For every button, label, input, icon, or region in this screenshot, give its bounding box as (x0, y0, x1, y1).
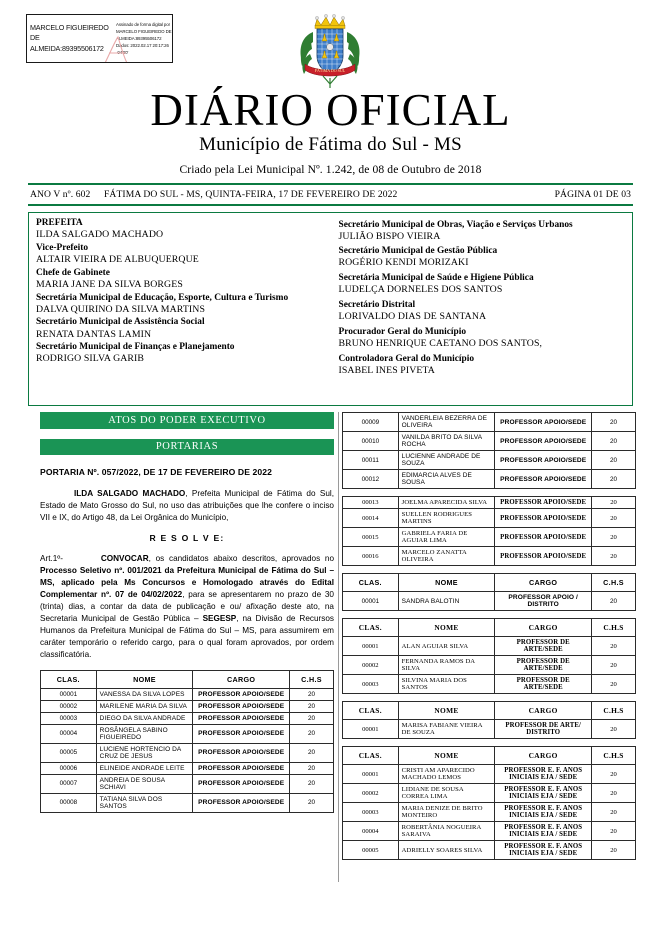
table-header-row (343, 574, 636, 592)
column-header-cargo: CARGO (495, 574, 592, 592)
article-keyword-convocar: CONVOCAR (100, 553, 149, 563)
official-role: Secretário Distrital (338, 300, 416, 311)
article-text-1: , os candidatos abaixo descritos, aprovados no (148, 553, 334, 563)
cell-cargo: PROFESSOR APOIO/SEDE (193, 743, 290, 762)
table-row (343, 656, 636, 675)
cell-cargo: PROFESSOR APOIO/SEDE (193, 724, 290, 743)
cell-chs: 20 (592, 675, 636, 694)
official-role: Controladora Geral do Município (338, 353, 475, 364)
cell-cargo: PROFESSOR DE ARTE/SEDE (495, 675, 592, 694)
cell-chs: 20 (592, 637, 636, 656)
cell-clas: 00003 (343, 803, 399, 822)
cell-clas: 00008 (41, 793, 97, 812)
cell-cargo: PROFESSOR APOIO/SEDE (193, 793, 290, 812)
cell-cargo: PROFESSOR APOIO/SEDE (495, 509, 592, 528)
table-header-row (343, 747, 636, 765)
svg-text:FÁTIMA DO SUL: FÁTIMA DO SUL (314, 68, 346, 73)
cell-chs: 20 (290, 793, 334, 812)
table-row (343, 765, 636, 784)
cell-chs: 20 (592, 765, 636, 784)
cell-chs: 20 (592, 841, 636, 860)
table-row (343, 432, 636, 451)
cell-clas: 00004 (41, 724, 97, 743)
cell-nome: VANDERLEIA BEZERRA DE OLIVEIRA (398, 413, 495, 432)
official-name: ROGÉRIO KENDI MORIZAKI (338, 257, 469, 269)
cell-clas: 00001 (343, 765, 399, 784)
portaria-resolve-label: R E S O L V E: (149, 532, 225, 543)
cell-chs: 20 (290, 774, 334, 793)
column-header-nome: NOME (398, 574, 495, 592)
cell-nome: DIEGO DA SILVA ANDRADE (96, 712, 193, 724)
coat-of-arms-icon (293, 12, 367, 90)
table-row (343, 841, 636, 860)
signature-name (27, 23, 114, 54)
cell-chs: 20 (290, 688, 334, 700)
table-apoio-sede-part2 (342, 412, 636, 489)
page-title: DIÁRIO OFICIAL (150, 85, 511, 135)
cell-cargo: PROFESSOR E. F. ANOS INICIAIS EJA / SEDE (495, 841, 592, 860)
official-name: ISABEL INES PIVETA (338, 364, 435, 376)
table-header-row (343, 619, 636, 637)
column-header-chs: C.H.S (592, 619, 636, 637)
cell-cargo: PROFESSOR DE ARTE/SEDE (495, 656, 592, 675)
article-keyword-edital: nº. 001/2021 da Prefeitura Municipal de Fátima do Sul – MS, aplicado pela Ms Concursos e Homologado através do Edital Complementar nº. 07 de 04/02/2022 (40, 565, 334, 599)
cell-chs: 20 (592, 720, 636, 739)
table-row (343, 822, 636, 841)
cell-clas: 00010 (343, 432, 399, 451)
portaria-preamble-text: , Prefeita Municipal de Fátima do Sul, Estado de Mato Grosso do Sul, no uso das atribuições que lhe confere o inciso VII e IX, do Artigo 48, da Lei Orgânica do Município, (40, 489, 334, 522)
table-apoio-distrito (342, 573, 636, 611)
masthead-subtitle: Município de Fátima do Sul - MS (199, 134, 462, 155)
official-role: Secretária Municipal de Educação, Esporte, Cultura e Turismo (36, 292, 289, 303)
official-role: Vice-Prefeito (36, 242, 89, 253)
cell-chs: 20 (592, 497, 636, 509)
cell-chs: 20 (290, 743, 334, 762)
official-role: Secretário Municipal de Gestão Pública (338, 246, 498, 257)
content-column-right (342, 412, 636, 867)
cell-clas: 00006 (41, 762, 97, 774)
cell-chs: 20 (290, 712, 334, 724)
table-ef-anos-iniciais (342, 746, 636, 860)
official-name: DALVA QUIRINO DA SILVA MARTINS (36, 303, 205, 315)
cell-nome: CRISTI AM APARECIDO MACHADO LEMOS (398, 765, 495, 784)
cell-nome: ANDREIA DE SOUSA SCHIAVI (96, 774, 193, 793)
column-header-clas: CLAS. (343, 702, 399, 720)
signature-name-line1: MARCELO FIGUEIREDO DE (30, 22, 109, 43)
table-row (343, 497, 636, 509)
table-row (41, 688, 334, 700)
official-name: RENATA DANTAS LAMIN (36, 328, 152, 340)
cell-nome: ALAN AGUIAR SILVA (398, 637, 495, 656)
cell-clas: 00001 (343, 637, 399, 656)
cell-clas: 00014 (343, 509, 399, 528)
cell-chs: 20 (592, 528, 636, 547)
cell-nome: LUCIENE HORTENCIO DA CRUZ DE JESUS (96, 743, 193, 762)
cell-cargo: PROFESSOR APOIO/SEDE (193, 774, 290, 793)
cell-nome: MARIA DENIZE DE BRITO MONTEIRO (398, 803, 495, 822)
cell-clas: 00002 (343, 656, 399, 675)
cell-clas: 00015 (343, 528, 399, 547)
cell-clas: 00005 (41, 743, 97, 762)
cell-cargo: PROFESSOR APOIO/SEDE (495, 497, 592, 509)
table-apoio-sede-part3 (342, 496, 636, 566)
cell-nome: MARISA FABIANE VIEIRA DE SOUZA (398, 720, 495, 739)
column-header-clas: CLAS. (343, 747, 399, 765)
cell-cargo: PROFESSOR APOIO/SEDE (495, 413, 592, 432)
cell-nome: EDIMARCIA ALVES DE SOUSA (398, 470, 495, 489)
portaria-heading: PORTARIA Nº. 057/2022, DE 17 DE FEVEREIRO DE 2022 (40, 467, 273, 477)
cell-cargo: PROFESSOR DE ARTE/ DISTRITO (495, 720, 592, 739)
cell-clas: 00001 (343, 720, 399, 739)
cell-cargo: PROFESSOR APOIO/SEDE (193, 688, 290, 700)
cell-chs: 20 (592, 432, 636, 451)
section-banner-portarias: PORTARIAS (40, 439, 334, 456)
content-column-left (40, 412, 334, 820)
cell-nome: TATIANA SILVA DOS SANTOS (96, 793, 193, 812)
edition-bar (28, 183, 633, 206)
cell-clas: 00009 (343, 413, 399, 432)
cell-chs: 20 (592, 592, 636, 611)
cell-nome: SANDRA BALOTIN (398, 592, 495, 611)
table-row (41, 700, 334, 712)
column-header-cargo: CARGO (193, 670, 290, 688)
official-role: Secretária Municipal de Saúde e Higiene Pública (338, 273, 534, 284)
column-header-cargo: CARGO (495, 747, 592, 765)
table-row (41, 762, 334, 774)
article-text-4: , na Divisão de Recursos Humanos da Prefeitura Municipal de Fátima do Sul – MS, para assumirem em caráter temporário o referido cargo, para o qual foram aprovados, por ordem classificatória. (40, 613, 334, 659)
cell-cargo: PROFESSOR APOIO/SEDE (495, 451, 592, 470)
cell-cargo: PROFESSOR APOIO/SEDE (495, 547, 592, 566)
cell-clas: 00002 (41, 700, 97, 712)
table-row (41, 793, 334, 812)
column-divider (338, 412, 339, 882)
article-keyword-segesp: SEGESP (202, 613, 237, 623)
table-row (343, 592, 636, 611)
masthead-law-reference: Criado pela Lei Municipal Nº. 1.242, de 08 de Outubro de 2018 (179, 162, 482, 176)
cell-cargo: PROFESSOR APOIO/SEDE (193, 762, 290, 774)
official-name: RODRIGO SILVA GARIB (36, 353, 145, 365)
official-role: Secretário Municipal de Finanças e Planejamento (36, 342, 235, 353)
cell-cargo: PROFESSOR APOIO/SEDE (193, 712, 290, 724)
official-name: JULIÃO BISPO VIEIRA (338, 230, 441, 242)
official-name: BRUNO HENRIQUE CAETANO DOS SANTOS, (338, 338, 543, 350)
cell-chs: 20 (592, 822, 636, 841)
cell-cargo: PROFESSOR E. F. ANOS INICIAIS EJA / SEDE (495, 822, 592, 841)
cell-chs: 20 (592, 509, 636, 528)
official-name: MARIA JANE DA SILVA BORGES (36, 278, 183, 290)
officials-column-left (29, 213, 331, 405)
table-row (343, 451, 636, 470)
signature-name-line2: ALMEIDA:89395506172 (30, 43, 104, 53)
cell-nome: MARILENE MARIA DA SILVA (96, 700, 193, 712)
cell-cargo: PROFESSOR E. F. ANOS INICIAIS EJA / SEDE (495, 765, 592, 784)
cell-nome: SILVINA MARIA DOS SANTOS (398, 675, 495, 694)
article-text-3: , para se apresentarem no prazo de 30 (trinta) dias, a contar da data de publicação e ou/ afixação deste ato, na Secretaria Municipal de Gestão Pública – (40, 589, 334, 623)
cell-nome: GABRIELA FARIA DE AGUIAR LIMA (398, 528, 495, 547)
cell-chs: 20 (592, 656, 636, 675)
cell-chs: 20 (290, 724, 334, 743)
cell-nome: SUELLEN RODRIGUES MARTINS (398, 509, 495, 528)
edition-city-date: FÁTIMA DO SUL - MS, QUINTA-FEIRA, 17 DE FEVEREIRO DE 2022 (104, 189, 398, 200)
cell-cargo: PROFESSOR APOIO/SEDE (193, 700, 290, 712)
edition-page-indicator: PÁGINA 01 DE 03 (554, 189, 631, 200)
signature-detail-line4: Dados: 2022.02.17 20:17:26 -04'00' (116, 43, 169, 56)
table-row (41, 743, 334, 762)
cell-chs: 20 (592, 451, 636, 470)
cell-cargo: PROFESSOR APOIO/SEDE (495, 470, 592, 489)
table-arte-distrito (342, 701, 636, 739)
digital-signature-stamp (26, 14, 173, 63)
official-role: Secretário Municipal de Obras, Viação e Serviços Urbanos (338, 219, 573, 230)
cell-cargo: PROFESSOR APOIO/SEDE (495, 528, 592, 547)
section-banner-atos: ATOS DO PODER EXECUTIVO (40, 412, 334, 429)
cell-nome: LIDIANE DE SOUSA CORREA LIMA (398, 784, 495, 803)
column-header-cargo: CARGO (495, 702, 592, 720)
column-header-chs: C.H.S (592, 747, 636, 765)
cell-cargo: PROFESSOR E. F. ANOS INICIAIS EJA / SEDE (495, 803, 592, 822)
official-name: ILDA SALGADO MACHADO (36, 229, 164, 241)
table-row (343, 509, 636, 528)
column-header-chs: C.H.S (592, 574, 636, 592)
table-row (343, 637, 636, 656)
column-header-nome: NOME (398, 619, 495, 637)
cell-clas: 00005 (343, 841, 399, 860)
signature-detail-line2: MARCELO FIGUEIREDO DE (116, 28, 172, 34)
table-row (343, 784, 636, 803)
official-name: LUDELÇA DORNELES DOS SANTOS (338, 284, 503, 296)
cell-nome: VANILDA BRITO DA SILVA ROCHA (398, 432, 495, 451)
table-row (343, 675, 636, 694)
column-header-chs: C.H.S (290, 670, 334, 688)
table-row (343, 413, 636, 432)
cell-chs: 20 (592, 470, 636, 489)
cell-nome: MARCELO ZANATTA OLIVEIRA (398, 547, 495, 566)
cell-cargo: PROFESSOR APOIO/SEDE (495, 432, 592, 451)
cell-nome: ROSÂNGELA SABINO FIGUEIREDO (96, 724, 193, 743)
cell-chs: 20 (592, 803, 636, 822)
column-header-cargo: CARGO (495, 619, 592, 637)
cell-clas: 00003 (41, 712, 97, 724)
cell-cargo: PROFESSOR E. F. ANOS INICIAIS EJA / SEDE (495, 784, 592, 803)
table-row (343, 803, 636, 822)
table-header-row (41, 670, 334, 688)
article-keyword-processo: Processo Seletivo (40, 565, 112, 575)
cell-chs: 20 (290, 762, 334, 774)
official-role: PREFEITA (36, 218, 83, 228)
table-row (343, 528, 636, 547)
cell-clas: 00011 (343, 451, 399, 470)
column-header-chs: C.H.S (592, 702, 636, 720)
column-header-nome: NOME (96, 670, 193, 688)
signature-detail-line1: Assinado de forma digital por (116, 21, 170, 27)
cell-chs: 20 (592, 413, 636, 432)
cell-clas: 00013 (343, 497, 399, 509)
table-row (343, 720, 636, 739)
officials-column-right (331, 213, 633, 405)
official-name: LORIVALDO DIAS DE SANTANA (338, 311, 487, 323)
cell-clas: 00002 (343, 784, 399, 803)
cell-cargo: PROFESSOR APOIO / DISTRITO (495, 592, 592, 611)
portaria-preamble (40, 488, 334, 524)
table-row (41, 724, 334, 743)
cell-nome: ADRIELLY SOARES SILVA (398, 841, 495, 860)
cell-clas: 00012 (343, 470, 399, 489)
cell-nome: ROBERTÂNIA NOGUEIRA SARAIVA (398, 822, 495, 841)
cell-clas: 00001 (343, 592, 399, 611)
table-row (343, 470, 636, 489)
portaria-author: ILDA SALGADO MACHADO (74, 489, 186, 498)
column-header-nome: NOME (398, 702, 495, 720)
column-header-clas: CLAS. (41, 670, 97, 688)
signature-detail-line3: ALMEIDA:89395506172 (116, 35, 162, 41)
official-name: ALTAIR VIEIRA DE ALBUQUERQUE (36, 253, 199, 265)
cell-clas: 00016 (343, 547, 399, 566)
column-header-clas: CLAS. (343, 619, 399, 637)
cell-nome: LUCIENNE ANDRADE DE SOUZA (398, 451, 495, 470)
portaria-article-1 (40, 553, 334, 661)
table-row (41, 774, 334, 793)
official-role: Chefe de Gabinete (36, 267, 110, 278)
column-header-nome: NOME (398, 747, 495, 765)
table-apoio-sede-part1 (40, 670, 334, 813)
signature-details (114, 21, 172, 56)
table-header-row (343, 702, 636, 720)
table-row (41, 712, 334, 724)
cell-clas: 00007 (41, 774, 97, 793)
cell-clas: 00001 (41, 688, 97, 700)
edition-number: ANO V nº. 602 (30, 189, 91, 200)
officials-box (28, 212, 633, 406)
cell-nome: ELINEIDE ANDRADE LEITE (96, 762, 193, 774)
official-role: Procurador Geral do Município (338, 326, 467, 337)
cell-nome: FERNANDA RAMOS DA SILVA (398, 656, 495, 675)
column-header-clas: CLAS. (343, 574, 399, 592)
official-role: Secretário Municipal de Assistência Social (36, 317, 205, 328)
cell-nome: JOELMA APARECIDA SILVA (398, 497, 495, 509)
cell-chs: 20 (290, 700, 334, 712)
cell-chs: 20 (592, 547, 636, 566)
cell-cargo: PROFESSOR DE ARTE/SEDE (495, 637, 592, 656)
table-row (343, 547, 636, 566)
cell-chs: 20 (592, 784, 636, 803)
article-label: Art.1º- (40, 553, 64, 563)
cell-clas: 00003 (343, 675, 399, 694)
table-arte-sede (342, 618, 636, 694)
cell-nome: VANESSA DA SILVA LOPES (96, 688, 193, 700)
masthead (0, 85, 661, 176)
cell-clas: 00004 (343, 822, 399, 841)
